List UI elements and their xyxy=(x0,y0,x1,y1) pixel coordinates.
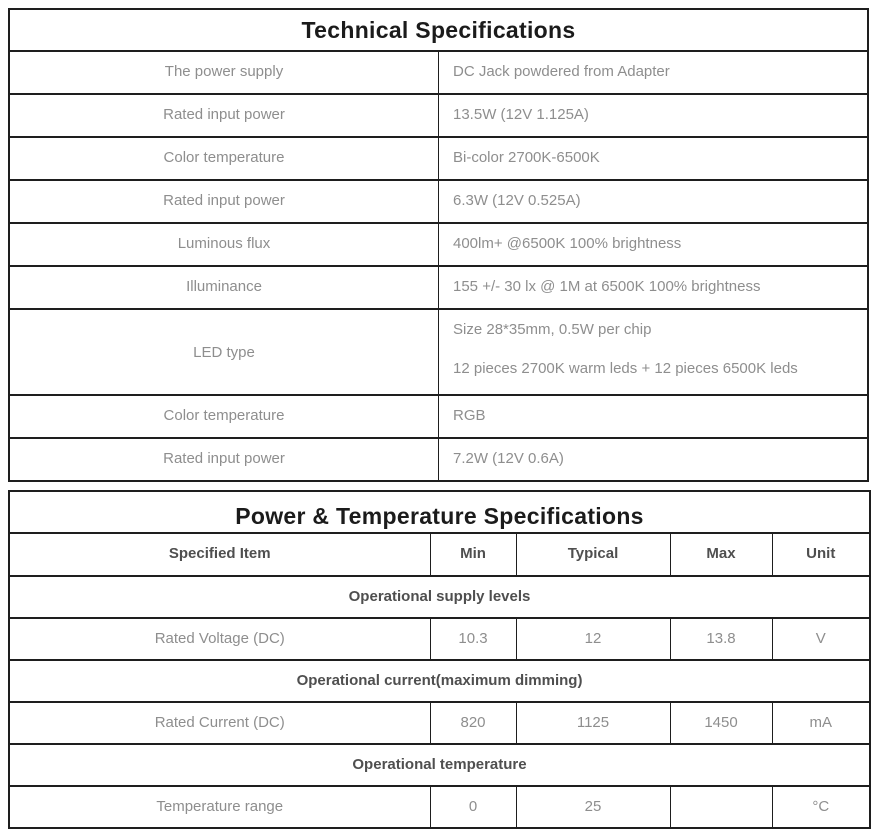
spec-value xyxy=(439,309,869,395)
power-temperature-title: Power & Temperature Specifications xyxy=(9,491,870,533)
spec-value: Bi-color 2700K-6500K xyxy=(439,137,869,180)
data-item: Rated Voltage (DC) xyxy=(9,618,430,660)
data-typical: 12 xyxy=(516,618,670,660)
spec-label: Rated input power xyxy=(9,94,439,137)
spec-value-line-2: 12 pieces 2700K warm leds + 12 pieces 6500K leds xyxy=(453,360,798,377)
spec-row xyxy=(9,395,868,438)
data-unit: °C xyxy=(772,786,870,828)
section-heading-row xyxy=(9,576,870,618)
technical-specifications-table xyxy=(8,8,869,482)
spec-row xyxy=(9,51,868,94)
spec-value: 13.5W (12V 1.125A) xyxy=(439,94,869,137)
spec-label: Rated input power xyxy=(9,438,439,481)
data-typical: 25 xyxy=(516,786,670,828)
section-heading-row xyxy=(9,660,870,702)
section-heading: Operational temperature xyxy=(9,744,870,786)
spec-label: Color temperature xyxy=(9,137,439,180)
column-header-typical: Typical xyxy=(516,533,670,576)
spec-value: 400lm+ @6500K 100% brightness xyxy=(439,223,869,266)
section-heading: Operational supply levels xyxy=(9,576,870,618)
column-header-max: Max xyxy=(670,533,772,576)
spec-row xyxy=(9,94,868,137)
data-item: Temperature range xyxy=(9,786,430,828)
spec-label: The power supply xyxy=(9,51,439,94)
data-max xyxy=(670,786,772,828)
spec-value: 155 +/- 30 lx @ 1M at 6500K 100% brightness xyxy=(439,266,869,309)
data-row xyxy=(9,786,870,828)
spec-label: Rated input power xyxy=(9,180,439,223)
data-min: 820 xyxy=(430,702,516,744)
table-title-row xyxy=(9,9,868,51)
spec-row xyxy=(9,223,868,266)
spec-value-line-1: Size 28*35mm, 0.5W per chip xyxy=(453,321,652,338)
column-header-specified-item: Specified Item xyxy=(9,533,430,576)
power-temperature-table xyxy=(8,490,871,829)
data-max: 1450 xyxy=(670,702,772,744)
spec-value: DC Jack powdered from Adapter xyxy=(439,51,869,94)
spec-label: Luminous flux xyxy=(9,223,439,266)
column-header-row xyxy=(9,533,870,576)
spec-label: LED type xyxy=(9,309,439,395)
section-heading: Operational current(maximum dimming) xyxy=(9,660,870,702)
spec-row xyxy=(9,438,868,481)
spec-value: 7.2W (12V 0.6A) xyxy=(439,438,869,481)
data-unit: mA xyxy=(772,702,870,744)
spec-row xyxy=(9,266,868,309)
spec-value: RGB xyxy=(439,395,869,438)
technical-specifications-title: Technical Specifications xyxy=(9,9,868,51)
spec-label: Illuminance xyxy=(9,266,439,309)
column-header-min: Min xyxy=(430,533,516,576)
column-header-unit: Unit xyxy=(772,533,870,576)
spec-row-led-type xyxy=(9,309,868,395)
data-item: Rated Current (DC) xyxy=(9,702,430,744)
spec-row xyxy=(9,180,868,223)
data-min: 10.3 xyxy=(430,618,516,660)
table-title-row xyxy=(9,491,870,533)
spec-row xyxy=(9,137,868,180)
data-unit: V xyxy=(772,618,870,660)
data-row xyxy=(9,702,870,744)
data-typical: 1125 xyxy=(516,702,670,744)
data-min: 0 xyxy=(430,786,516,828)
spec-label: Color temperature xyxy=(9,395,439,438)
spec-value: 6.3W (12V 0.525A) xyxy=(439,180,869,223)
data-max: 13.8 xyxy=(670,618,772,660)
data-row xyxy=(9,618,870,660)
section-heading-row xyxy=(9,744,870,786)
